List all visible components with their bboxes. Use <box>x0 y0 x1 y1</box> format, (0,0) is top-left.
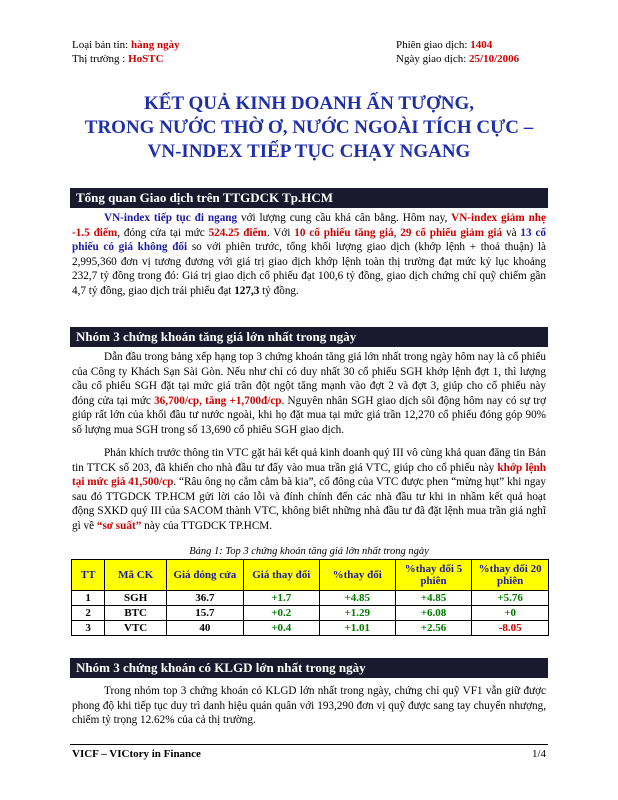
report-title: KẾT QUẢ KINH DOANH ẤN TƯỢNG, TRONG NƯỚC THỜ Ơ, NƯỚC NGOÀI TÍCH CỰC – VN-INDEX TIẾP TỤC CHẠY NGANG <box>84 93 534 162</box>
col-header: %thay đổi <box>319 560 395 591</box>
footer-brand: VICF – VICtory in Finance <box>72 748 201 760</box>
table-caption: Bảng 1: Top 3 chứng khoán tăng giá lớn nhất trong ngày <box>189 546 429 557</box>
col-header: Giá đóng cửa <box>167 560 244 591</box>
col-header: %thay đổi 5 phiên <box>395 560 472 591</box>
overview-paragraph: VN-index tiếp tục đi ngang với lượng cung cầu khá cân bằng. Hôm nay, VN-index giảm nhẹ -1.5 điểm, đóng cửa tại mức 524.25 điểm. Với 10 cổ phiếu tăng giá, 29 cổ phiếu giảm giá và 13 cổ phiếu có giá không đổi so với phiên trước, tổng khối lượng giao dịch (khớp lệnh + thoả thuận) là 2,995,360 đơn vị tương đương với giá trị giao dịch khớp lệnh toàn thị trường đạt mức kỷ lục khoảng 232,7 tỷ đồng trong đó: Giá trị giao dịch cổ phiếu đạt 100,6 tỷ đồng, giao dịch chứng chỉ quỹ chiếm gần 4,7 tỷ đồng, giao dịch trái phiếu đạt 127,3 tỷ đồng. <box>72 212 546 297</box>
top-gainers-paragraph-1: Dẫn đầu trong bảng xếp hạng top 3 chứng khoán tăng giá lớn nhất trong ngày hôm nay là cổ phiếu của Công ty Khách Sạn Sài Gòn. Nếu như chỉ có duy nhất 30 cổ phiếu SGH khớp lệnh đợt 1, thì lượng cầu cổ phiếu SGH đặt tại mức giá trần đột ngột tăng mạnh vào đợt 2 và đợt 3, giúp cho cổ phiếu này đóng cửa tại mức 36,700/cp, tăng +1,700đ/cp. Nguyên nhân SGH giao dịch sôi động hôm nay có sự trợ giúp rất lớn của khối đầu tư nước ngoài, khi họ đặt mua tại mức giá trần 12,270 cổ phiếu đóng góp 90% số lượng mua SGH trong số 13,690 cổ phiếu SGH giao dịch. <box>72 351 546 436</box>
section-heading-top-volume: Nhóm 3 chứng khoán có KLGD lớn nhất trong ngày <box>70 658 548 678</box>
footer-divider <box>70 744 548 745</box>
col-header: %thay đổi 20 phiên <box>472 560 549 591</box>
table-row: 3 VTC 40 +0.4 +1.01 +2.56 -8.05 <box>72 621 549 636</box>
trading-date: Ngày giao dịch: 25/10/2006 <box>396 53 520 65</box>
table-header-row <box>72 560 549 591</box>
section-heading-overview: Tổng quan Giao dịch trên TTGDCK Tp.HCM <box>70 188 548 208</box>
top-gainers-table <box>71 559 549 636</box>
top-gainers-paragraph-2: Phản khích trước thông tin VTC gặt hái kết quả kinh doanh quý III vô cùng khả quan đăng tin Bản tin TTCK số 203, đã khiến cho nhà đầu tư đẩy vào mua trần giá VTC, giúp cho cổ phiếu này khớp lệnh tại mức giá 41,500/cp. “Râu ông nọ cắm cằm bà kia”, cổ đông của VTC được phen “mừng hụt” khi ngay sau đó TTGDCK TP.HCM gửi lời cáo lỗi và đính chính đến các nhà đầu tư khi in nhầm kết quả hoạt động SXKD quý III của SACOM thành VTC, không biết những nhà đầu tư đã đặt lệnh mua trần giá nghĩ gì về “sơ suất” này của TTGDCK TP.HCM. <box>72 447 546 532</box>
section-heading-top-gainers: Nhóm 3 chứng khoán tăng giá lớn nhất trong ngày <box>70 327 548 347</box>
session-number: Phiên giao dịch: 1404 <box>396 39 493 51</box>
col-header: Mã CK <box>105 560 167 591</box>
table-row: 1 SGH 36.7 +1.7 +4.85 +4.85 +5.76 <box>72 591 549 606</box>
top-volume-paragraph: Trong nhóm top 3 chứng khoán có KLGD lớn nhất trong ngày, chứng chỉ quỹ VF1 vẫn giữ được phong độ khi tiếp tục duy trì danh hiệu quán quân với 193,290 đơn vị quỹ được sang tay chuyển nhượng, chiếm tỷ trọng 12.62% của cả thị trường. <box>72 685 546 726</box>
report-header <box>72 38 546 66</box>
page-number: 1/4 <box>531 748 546 760</box>
col-header: Giá thay đổi <box>243 560 319 591</box>
col-header: TT <box>72 560 105 591</box>
market: Thị trường : HoSTC <box>72 53 164 65</box>
bulletin-type: Loại bản tin: hàng ngày <box>72 39 180 51</box>
page-footer <box>72 748 546 760</box>
table-row: 2 BTC 15.7 +0.2 +1.29 +6.08 +0 <box>72 606 549 621</box>
